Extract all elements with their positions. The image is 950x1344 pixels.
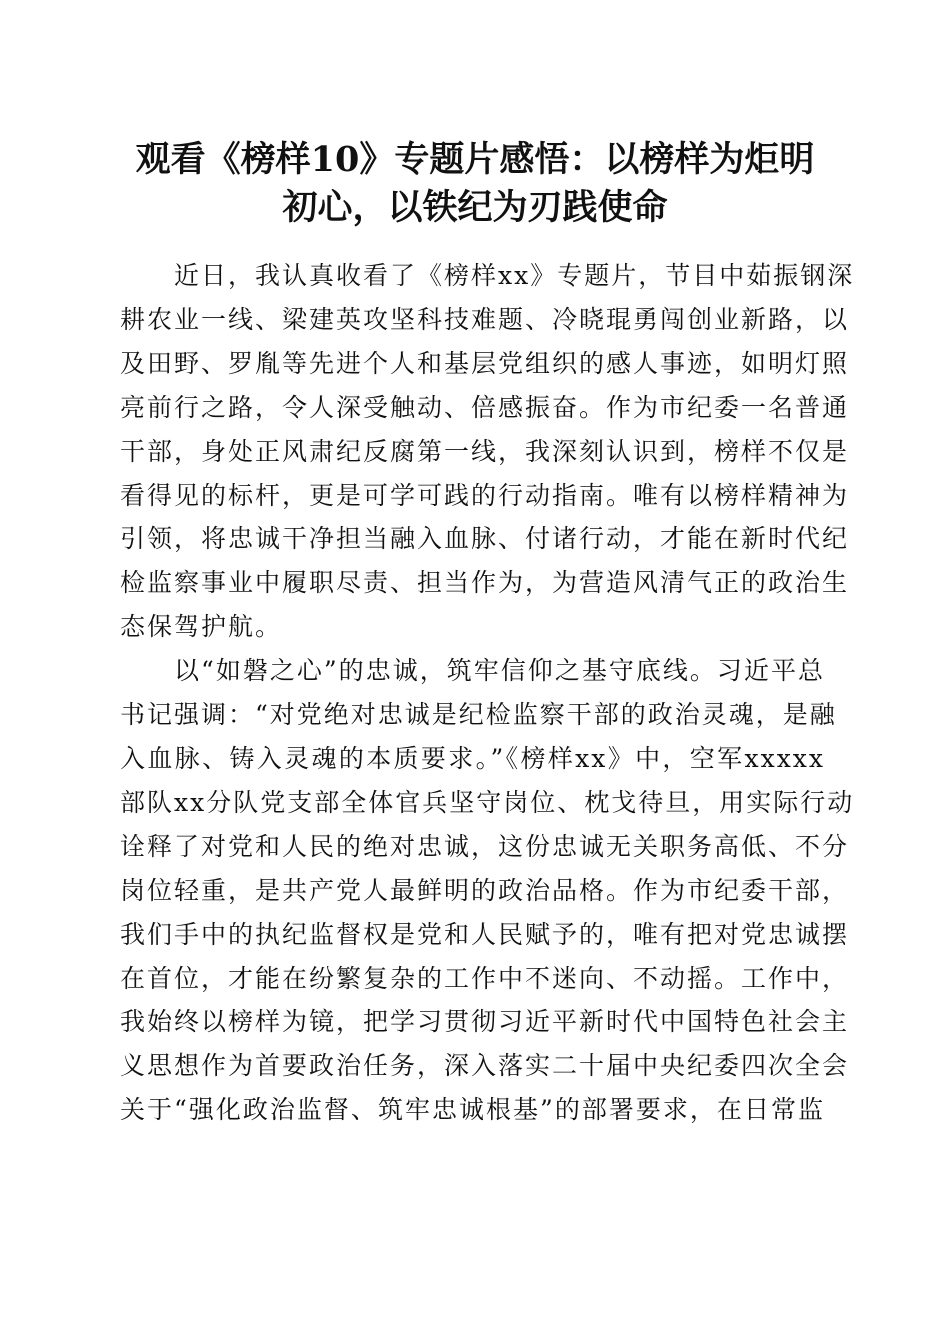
paragraph-line: 在首位，才能在纷繁复杂的工作中不迷向、不动摇。工作中， (120, 963, 850, 993)
paragraph-line: 义思想作为首要政治任务，深入落实二十届中央纪委四次全会 (120, 1051, 850, 1081)
paragraph-line: 干部，身处正风肃纪反腐第一线，我深刻认识到，榜样不仅是 (120, 436, 850, 466)
document-body (120, 254, 855, 1132)
paragraph-1 (120, 254, 855, 649)
paragraph-line: 关于“强化政治监督、筑牢忠诚根基”的部署要求，在日常监 (120, 1095, 825, 1125)
paragraph-line: 入血脉、铸入灵魂的本质要求。”《榜样xx》中，空军xxxxx (120, 743, 825, 773)
paragraph-line: 及田野、罗胤等先进个人和基层党组织的感人事迹，如明灯照 (120, 348, 850, 378)
paragraph-line: 引领，将忠诚干净担当融入血脉、付诸行动，才能在新时代纪 (120, 524, 850, 554)
paragraph-line: 亮前行之路，令人深受触动、倍感振奋。作为市纪委一名普通 (120, 392, 850, 422)
paragraph-line: 近日，我认真收看了《榜样xx》专题片，节目中茹振钢深 (174, 261, 855, 290)
paragraph-line: 我们手中的执纪监督权是党和人民赋予的，唯有把对党忠诚摆 (120, 919, 850, 949)
paragraph-line: 耕农业一线、梁建英攻坚科技难题、冷晓琨勇闯创业新路，以 (120, 304, 850, 334)
paragraph-line: 岗位轻重，是共产党人最鲜明的政治品格。作为市纪委干部， (120, 875, 850, 905)
title-line: 初心，以铁纪为刃践使命 (282, 187, 668, 228)
document-title (110, 136, 840, 232)
paragraph-line: 书记强调：“对党绝对忠诚是纪检监察干部的政治灵魂，是融 (120, 700, 837, 730)
paragraph-line: 诠释了对党和人民的绝对忠诚，这份忠诚无关职务高低、不分 (120, 831, 850, 861)
paragraph-2 (120, 649, 855, 1132)
paragraph-line: 部队xx分队党支部全体官兵坚守岗位、枕戈待旦，用实际行动 (120, 787, 855, 817)
paragraph-line: 我始终以榜样为镜，把学习贯彻习近平新时代中国特色社会主 (120, 1007, 850, 1037)
paragraph-line: 以“如磐之心”的忠诚，筑牢信仰之基守底线。习近平总 (174, 656, 825, 686)
paragraph-line: 看得见的标杆，更是可学可践的行动指南。唯有以榜样精神为 (120, 480, 850, 510)
paragraph-line: 态保驾护航。 (120, 612, 283, 642)
paragraph-line: 检监察事业中履职尽责、担当作为，为营造风清气正的政治生 (120, 568, 850, 598)
title-line: 观看《榜样10》专题片感悟：以榜样为炬明 (135, 139, 815, 180)
